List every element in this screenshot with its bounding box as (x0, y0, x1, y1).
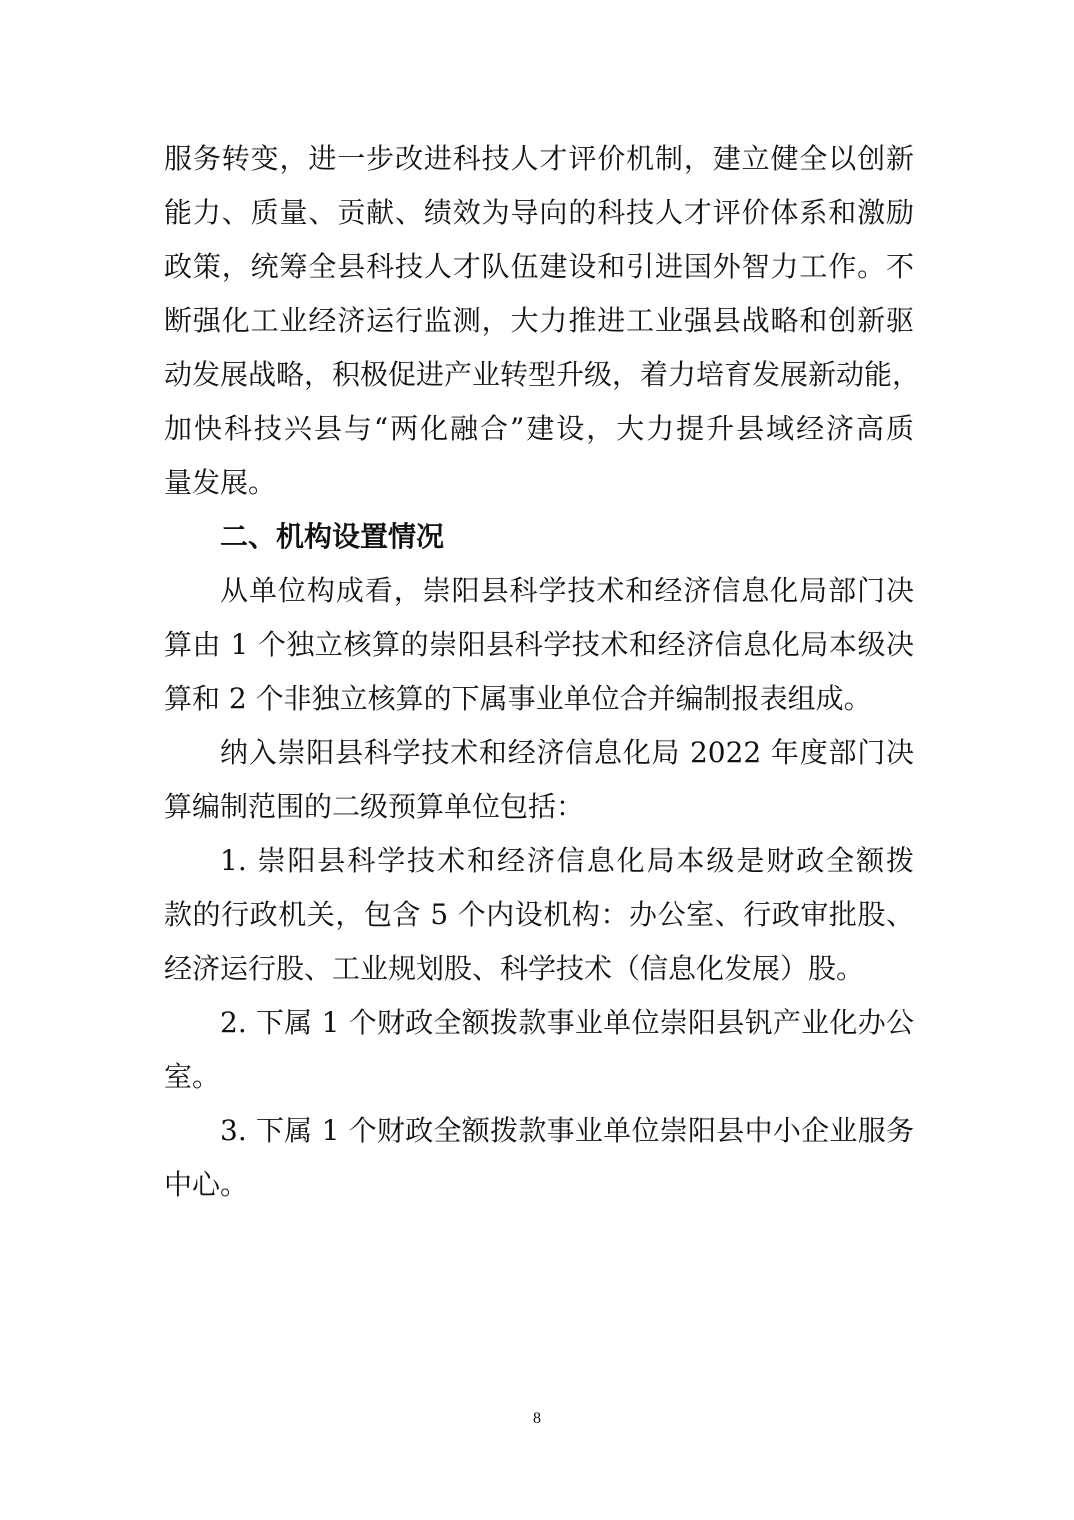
paragraph-line: 加快科技兴县与“两化融合”建设，大力提升县域经济高质 (164, 412, 914, 445)
list-item-line: 3. 下属 1 个财政全额拨款事业单位崇阳县中小企业服务 (220, 1114, 914, 1147)
paragraph-line: 政策，统筹全县科技人才队伍建设和引进国外智力工作。不 (164, 250, 914, 283)
paragraph-line: 算和 2 个非独立核算的下属事业单位合并编制报表组成。 (164, 682, 872, 715)
section-heading: 二、机构设置情况 (220, 520, 445, 553)
paragraph-line: 算由 1 个独立核算的崇阳县科学技术和经济信息化局本级决 (164, 628, 914, 661)
paragraph-line: 动发展战略，积极促进产业转型升级，着力培育发展新动能， (164, 358, 921, 391)
paragraph-line: 服务转变，进一步改进科技人才评价机制，建立健全以创新 (164, 142, 914, 175)
paragraph-line: 量发展。 (164, 466, 277, 499)
list-item-line: 2. 下属 1 个财政全额拨款事业单位崇阳县钒产业化办公 (220, 1006, 914, 1039)
body-text (164, 132, 921, 1212)
paragraph-line: 纳入崇阳县科学技术和经济信息化局 2022 年度部门决 (220, 736, 914, 769)
page-number: 8 (533, 1410, 541, 1427)
paragraph-line: 从单位构成看，崇阳县科学技术和经济信息化局部门决 (220, 574, 914, 607)
list-item-line: 款的行政机关，包含 5 个内设机构：办公室、行政审批股、 (164, 898, 914, 931)
list-item-line: 室。 (164, 1060, 221, 1093)
paragraph-line: 能力、质量、贡献、绩效为导向的科技人才评价体系和激励 (164, 196, 914, 229)
paragraph-line: 算编制范围的二级预算单位包括： (164, 790, 585, 823)
list-item-line: 中心。 (164, 1168, 249, 1201)
paragraph-line: 断强化工业经济运行监测，大力推进工业强县战略和创新驱 (164, 304, 914, 337)
list-item-line: 经济运行股、工业规划股、科学技术（信息化发展）股。 (164, 952, 865, 985)
list-item-line: 1. 崇阳县科学技术和经济信息化局本级是财政全额拨 (220, 844, 914, 877)
